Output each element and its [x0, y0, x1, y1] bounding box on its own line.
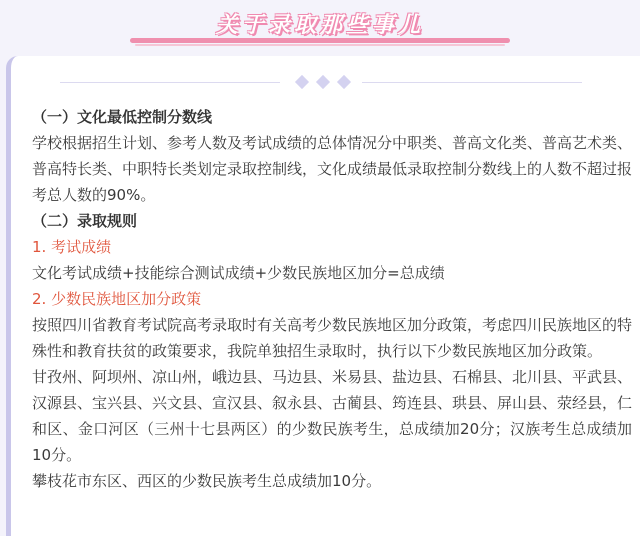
paragraph: 学校根据招生计划、参考人数及考试成绩的总体情况分中职类、普高文化类、普高艺术类、普高特长类、中职特长类划定录取控制线，文化成绩最低录取控制分数线上的人数不超过报考总人数的90%。: [32, 134, 633, 204]
paragraph: 按照四川省教育考试院高考录取时有关高考少数民族地区加分政策，考虑四川民族地区的特殊性和教育扶贫的政策要求，我院单独招生录取时，执行以下少数民族地区加分政策。: [32, 316, 633, 360]
title-underline-shadow: [135, 44, 505, 46]
divider-line-left: [60, 82, 280, 83]
page-title: 关于录取那些事儿: [215, 13, 424, 38]
paragraph: 甘孜州、阿坝州、凉山州，峨边县、马边县、米易县、盐边县、石棉县、北川县、平武县、汉源县、宝兴县、兴文县、宣汉县、叙永县、古蔺县、筠连县、珙县、屏山县、荥经县，仁和区、金口河区（三州十七县两区）的少数民族考生，总成绩加20分；汉族考生总成绩加10分。: [32, 368, 633, 464]
sub-heading: 1. 考试成绩: [32, 238, 112, 256]
diamond-icon: [316, 75, 330, 89]
title-underline: [130, 38, 510, 43]
diamond-icon: [337, 75, 351, 89]
divider-line-right: [362, 82, 582, 83]
section-heading: （一）文化最低控制分数线: [32, 108, 213, 126]
title-banner: [0, 0, 640, 50]
paragraph: 文化考试成绩+技能综合测试成绩+少数民族地区加分=总成绩: [32, 264, 445, 282]
article-body: [32, 104, 632, 494]
sub-heading: 2. 少数民族地区加分政策: [32, 290, 202, 308]
diamond-icon: [295, 75, 309, 89]
divider-ornament: [0, 74, 640, 92]
section-heading: （二）录取规则: [32, 212, 138, 230]
paragraph: 攀枝花市东区、西区的少数民族考生总成绩加10分。: [32, 472, 382, 490]
